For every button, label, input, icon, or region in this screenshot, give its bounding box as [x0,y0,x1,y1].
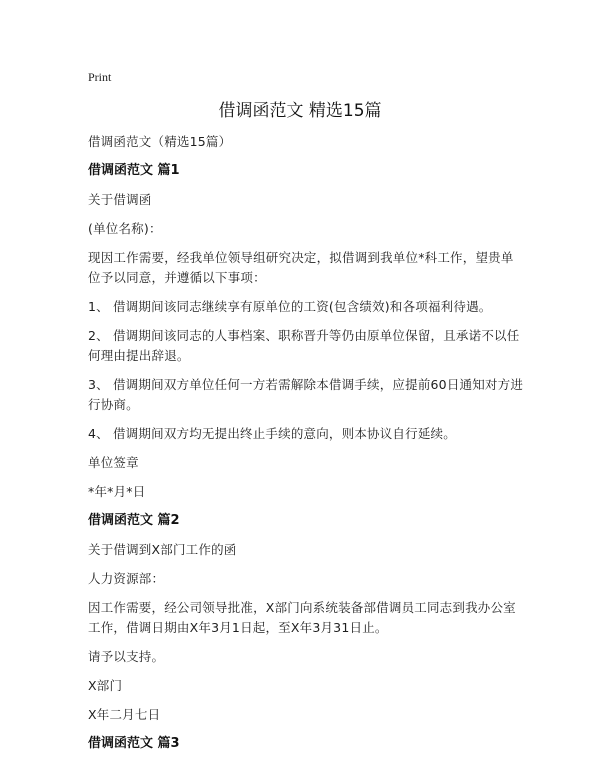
list-item-paragraph: 3、 借调期间双方单位任何一方若需解除本借调手续，应提前60日通知对方进行协商。 [88,377,524,412]
section-heading: 借调函范文 篇3 [88,736,180,751]
signature-label: 单位签章 [88,455,139,470]
body-paragraph: (单位名称)： [88,221,162,236]
section-heading: 借调函范文 篇1 [88,163,180,178]
body-paragraph: 请予以支持。 [88,649,165,664]
date-line: *年*月*日 [88,484,146,499]
body-paragraph: 人力资源部： [88,571,165,586]
body-paragraph: 现因工作需要，经我单位领导组研究决定，拟借调到我单位*科工作，望贵单位予以同意，并遵循以下事项： [88,250,514,285]
list-item-paragraph: 1、 借调期间该同志继续享有原单位的工资(包含绩效)和各项福利待遇。 [88,299,492,314]
print-link[interactable]: Print [88,70,112,84]
date-line: X年二月七日 [88,707,161,722]
document-body [88,132,524,763]
subtitle-paragraph: 借调函范文（精选15篇） [88,134,232,149]
body-paragraph: 因工作需要，经公司领导批准，X部门向系统装备部借调员工同志到我办公室工作，借调日期由X年3月1日起，至X年3月31日止。 [88,600,516,635]
body-paragraph: 关于借调到X部门工作的函 [88,542,237,557]
section-heading: 借调函范文 篇2 [88,513,180,528]
list-item-paragraph: 4、 借调期间双方均无提出终止手续的意向，则本协议自行延续。 [88,426,456,441]
signature-label: X部门 [88,678,123,693]
list-item-paragraph: 2、 借调期间该同志的人事档案、职称晋升等仍由原单位保留，且承诺不以任何理由提出辞退。 [88,328,520,363]
document-title: 借调函范文 精选15篇 [218,101,382,121]
body-paragraph: 关于借调函 [88,192,152,207]
